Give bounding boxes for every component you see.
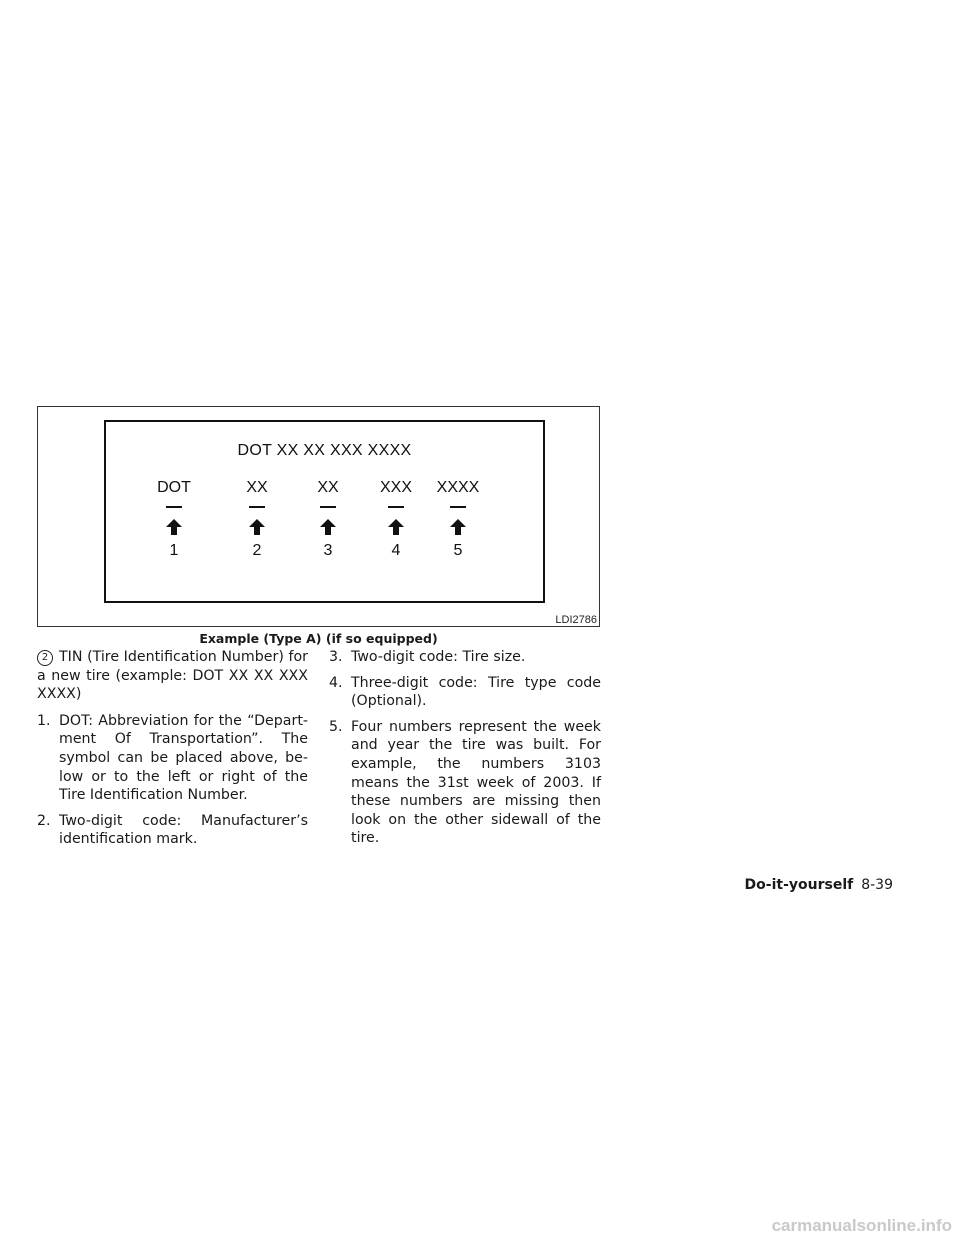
underline-mark (388, 506, 404, 508)
list-item-text: Two-digit code: Tire size. (351, 649, 526, 665)
figure-part-label: XX (246, 479, 268, 496)
figure-caption: Example (Type A) (if so equipped) (199, 631, 438, 646)
list-item-text: DOT: Abbreviation for the “Depart-ment Of Transportation”. The symbol can be placed above, be-low or to the left or right of the Tire Identification Number. (59, 712, 308, 804)
list-item (37, 712, 308, 805)
figure-part-number: 1 (169, 542, 179, 559)
list-item-number: 1. (37, 712, 51, 729)
figure-reference-code: LDI2786 (555, 614, 597, 626)
up-arrow-icon (320, 519, 336, 535)
figure-part-number: 2 (252, 542, 262, 559)
circled-number-marker: 2 (37, 650, 53, 666)
right-text-column (329, 648, 601, 855)
up-arrow-icon (388, 519, 404, 535)
intro-paragraph (37, 648, 308, 704)
left-text-column (37, 648, 308, 856)
up-arrow-icon (450, 519, 466, 535)
list-item (329, 648, 601, 667)
figure-part-number: 5 (453, 542, 463, 559)
underline-mark (166, 506, 182, 508)
page-footer (745, 877, 893, 893)
list-item-number: 2. (37, 812, 51, 829)
figure-part-label: XXXX (436, 479, 480, 496)
underline-mark (450, 506, 466, 508)
list-item-text: Two-digit code: Manufacturer’s identification mark. (59, 812, 308, 848)
figure-part-number: 4 (391, 542, 401, 559)
list-item (37, 812, 308, 849)
figure-column-2 (222, 478, 292, 560)
footer-page-number: 8-39 (861, 877, 893, 893)
up-arrow-icon (249, 519, 265, 535)
list-item-number: 3. (329, 649, 343, 665)
intro-text: TIN (Tire Identification Number) for a new tire (example: DOT XX XX XXX XXXX) (37, 649, 308, 703)
figure-column-5 (423, 478, 493, 560)
watermark-text: carmanualsonline.info (771, 1216, 952, 1235)
figure-column-3 (293, 478, 363, 560)
list-item-number: 5. (329, 718, 343, 735)
list-item (329, 674, 601, 711)
figure-column-4 (361, 478, 431, 560)
figure-column-1 (139, 478, 209, 560)
list-item-text: Three-digit code: Tire type code (Optional). (351, 674, 601, 710)
underline-mark (320, 506, 336, 508)
tire-code-figure (37, 406, 600, 627)
figure-part-number: 3 (323, 542, 333, 559)
figure-code-text: DOT XX XX XXX XXXX (237, 442, 412, 459)
list-item (329, 718, 601, 848)
list-item-text: Four numbers represent the week and year the tire was built. For example, the numbers 3103 means the 31st week of 2003. If these numbers are missing then look on the other sidewall of the tire. (351, 718, 601, 847)
underline-mark (249, 506, 265, 508)
figure-frame (104, 420, 545, 603)
figure-part-label: XX (317, 479, 339, 496)
figure-part-label: DOT (157, 479, 191, 496)
list-item-number: 4. (329, 674, 343, 691)
up-arrow-icon (166, 519, 182, 535)
footer-section-title: Do-it-yourself (744, 877, 854, 893)
figure-part-label: XXX (379, 479, 412, 496)
